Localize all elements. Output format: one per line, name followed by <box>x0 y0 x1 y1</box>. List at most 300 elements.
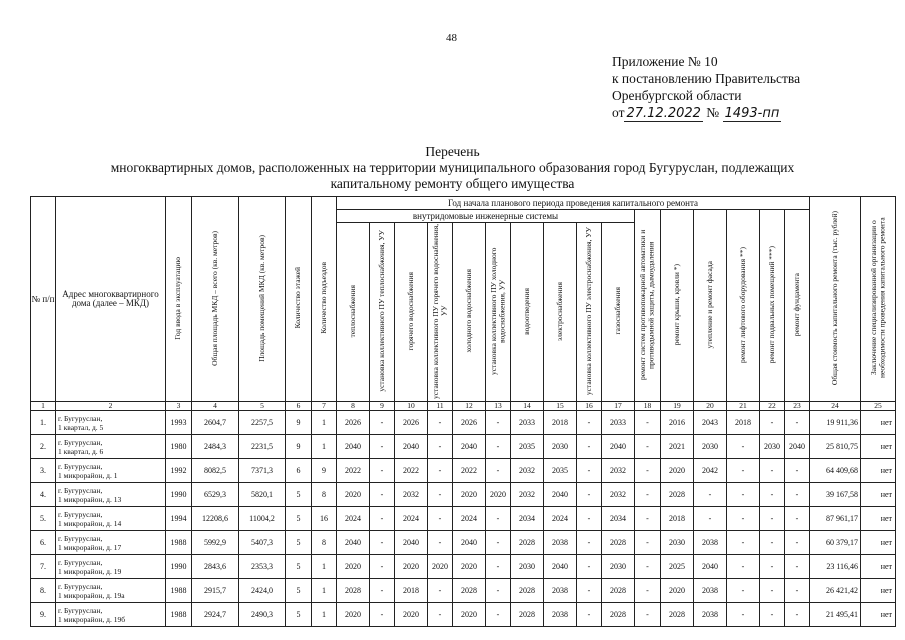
address-city: г. Бугуруслан, <box>58 581 103 591</box>
header-cold-water-meter: установка коллективного ПУ холодного водоснабжения, УУ <box>486 223 511 402</box>
appendix-title: Приложение № 10 <box>612 54 718 69</box>
cell-no: 4. <box>31 483 56 507</box>
cell-basement: - <box>760 411 785 435</box>
cell-drainage: 2033 <box>511 411 544 435</box>
cell-conclusion: нет <box>861 435 896 459</box>
cell-total-area: 6529,3 <box>192 483 239 507</box>
cell-electricity-meter: - <box>577 411 602 435</box>
address-street: 1 квартал, д. 6 <box>58 446 104 456</box>
cell-total-area: 12208,6 <box>192 507 239 531</box>
cell-gas: 2028 <box>602 531 635 555</box>
cell-hot-water-meter: - <box>428 579 453 603</box>
cell-heating-meter: - <box>370 531 395 555</box>
address-street: 1 микрорайон, д. 19б <box>58 614 126 624</box>
cell-electricity: 2038 <box>544 579 577 603</box>
cell-foundation: - <box>785 531 810 555</box>
address-street: 1 микрорайон, д. 19 <box>58 566 122 576</box>
cell-floors: 9 <box>286 435 312 459</box>
cell-heating-meter: - <box>370 603 395 627</box>
cell-electricity: 2038 <box>544 603 577 627</box>
cell-heating: 2040 <box>337 531 370 555</box>
address-city: г. Бугуруслан, <box>58 485 103 495</box>
cell-foundation: 2040 <box>785 435 810 459</box>
cell-premises-area: 11004,2 <box>239 507 286 531</box>
cell-floors: 5 <box>286 579 312 603</box>
header-electricity: электроснабжения <box>544 223 577 402</box>
cell-fire-systems: - <box>635 555 661 579</box>
cell-heating-meter: - <box>370 411 395 435</box>
cell-total-cost: 23 116,46 <box>810 555 861 579</box>
cell-hot-water-meter: - <box>428 411 453 435</box>
cell-electricity: 2038 <box>544 531 577 555</box>
cell-basement: - <box>760 459 785 483</box>
cell-facade: 2038 <box>694 531 727 555</box>
address-street: 1 микрорайон, д. 13 <box>58 494 122 504</box>
cell-cold-water: 2026 <box>453 411 486 435</box>
appendix-order-line <box>612 104 800 122</box>
cell-electricity-meter: - <box>577 531 602 555</box>
cell-fire-systems: - <box>635 603 661 627</box>
column-number: 10 <box>395 402 428 411</box>
cell-total-cost: 21 495,41 <box>810 603 861 627</box>
table-row <box>31 435 896 459</box>
cell-year-built: 1994 <box>166 507 192 531</box>
cell-cold-water: 2020 <box>453 483 486 507</box>
cell-electricity: 2018 <box>544 411 577 435</box>
cell-entrances: 1 <box>312 411 337 435</box>
cell-total-area: 8082,5 <box>192 459 239 483</box>
column-number: 12 <box>453 402 486 411</box>
cell-facade: 2038 <box>694 603 727 627</box>
cell-elevator: - <box>727 459 760 483</box>
cell-entrances: 1 <box>312 555 337 579</box>
cell-gas: 2032 <box>602 459 635 483</box>
header-period-group: Год начала планового периода проведения капитального ремонта <box>337 197 810 210</box>
header-elevator: ремонт лифтового оборудования **) <box>727 210 760 402</box>
header-address: Адрес многоквартирного дома (далее – МКД) <box>56 197 166 402</box>
cell-roof: 2030 <box>661 531 694 555</box>
cell-entrances: 8 <box>312 531 337 555</box>
cell-premises-area: 2424,0 <box>239 579 286 603</box>
column-number: 19 <box>661 402 694 411</box>
cell-heating-meter: - <box>370 555 395 579</box>
header-fire-systems: ремонт систем противопожарной автоматики и противодымной защиты, дымоудаления <box>635 210 661 402</box>
column-number: 6 <box>286 402 312 411</box>
cell-elevator: - <box>727 507 760 531</box>
table-row <box>31 531 896 555</box>
cell-drainage: 2030 <box>511 555 544 579</box>
address-city: г. Бугуруслан, <box>58 557 103 567</box>
cell-cold-water-meter: - <box>486 579 511 603</box>
column-number: 1 <box>31 402 56 411</box>
cell-foundation: - <box>785 507 810 531</box>
cell-cold-water: 2028 <box>453 579 486 603</box>
cell-total-area: 2924,7 <box>192 603 239 627</box>
cell-elevator: - <box>727 435 760 459</box>
cell-hot-water: 2020 <box>395 555 428 579</box>
cell-heating: 2020 <box>337 483 370 507</box>
cell-hot-water-meter: - <box>428 459 453 483</box>
cell-electricity: 2040 <box>544 483 577 507</box>
cell-roof: 2025 <box>661 555 694 579</box>
cell-electricity: 2024 <box>544 507 577 531</box>
cell-floors: 9 <box>286 411 312 435</box>
column-number: 20 <box>694 402 727 411</box>
cell-heating-meter: - <box>370 579 395 603</box>
address-city: г. Бугуруслан, <box>58 605 103 615</box>
column-number: 2 <box>56 402 166 411</box>
cell-hot-water: 2022 <box>395 459 428 483</box>
cell-facade: 2043 <box>694 411 727 435</box>
title-line-2: многоквартирных домов, расположенных на территории муниципального образования город Бугуруслан, подлежащих <box>110 160 795 175</box>
cell-floors: 5 <box>286 555 312 579</box>
cell-facade: - <box>694 507 727 531</box>
cell-cold-water: 2022 <box>453 459 486 483</box>
column-number: 17 <box>602 402 635 411</box>
column-number: 4 <box>192 402 239 411</box>
address-city: г. Бугуруслан, <box>58 509 103 519</box>
cell-cold-water: 2040 <box>453 531 486 555</box>
cell-premises-area: 7371,3 <box>239 459 286 483</box>
cell-hot-water: 2032 <box>395 483 428 507</box>
cell-roof: 2016 <box>661 411 694 435</box>
header-premises-area: Площадь помещений МКД (кв. метров) <box>239 197 286 402</box>
cell-basement: - <box>760 483 785 507</box>
header-gas: газоснабжения <box>602 223 635 402</box>
cell-electricity-meter: - <box>577 459 602 483</box>
address-street: 1 микрорайон, д. 1 <box>58 470 118 480</box>
cell-total-cost: 19 911,36 <box>810 411 861 435</box>
cell-hot-water: 2018 <box>395 579 428 603</box>
cell-elevator: - <box>727 603 760 627</box>
cell-entrances: 16 <box>312 507 337 531</box>
address-city: г. Бугуруслан, <box>58 533 103 543</box>
cell-foundation: - <box>785 483 810 507</box>
cell-premises-area: 5820,1 <box>239 483 286 507</box>
table-row <box>31 603 896 627</box>
cell-no: 2. <box>31 435 56 459</box>
cell-basement: 2030 <box>760 435 785 459</box>
header-conclusion: Заключение специализированной организации о необходимости проведения капитального ремонта <box>861 197 896 402</box>
cell-elevator: - <box>727 483 760 507</box>
cell-drainage: 2034 <box>511 507 544 531</box>
order-number: 1493-пп <box>724 106 780 121</box>
cell-drainage: 2035 <box>511 435 544 459</box>
cell-cold-water: 2040 <box>453 435 486 459</box>
cell-basement: - <box>760 555 785 579</box>
page-number: 48 <box>446 32 457 44</box>
cell-hot-water-meter: - <box>428 507 453 531</box>
cell-elevator: 2018 <box>727 411 760 435</box>
appendix-region-line: Оренбургской области <box>612 88 742 103</box>
table-row <box>31 507 896 531</box>
table-row <box>31 459 896 483</box>
column-number: 21 <box>727 402 760 411</box>
cell-cold-water: 2020 <box>453 555 486 579</box>
cell-premises-area: 5407,3 <box>239 531 286 555</box>
cell-total-area: 5992,9 <box>192 531 239 555</box>
cell-address <box>56 483 166 507</box>
cell-cold-water-meter: - <box>486 459 511 483</box>
cell-heating: 2028 <box>337 579 370 603</box>
cell-address <box>56 459 166 483</box>
cell-cold-water: 2024 <box>453 507 486 531</box>
table-row <box>31 555 896 579</box>
cell-total-cost: 87 961,17 <box>810 507 861 531</box>
cell-drainage: 2028 <box>511 603 544 627</box>
cell-basement: - <box>760 579 785 603</box>
cell-total-cost: 60 379,17 <box>810 531 861 555</box>
cell-roof: 2028 <box>661 603 694 627</box>
cell-conclusion: нет <box>861 483 896 507</box>
cell-drainage: 2032 <box>511 459 544 483</box>
column-number: 18 <box>635 402 661 411</box>
cell-floors: 6 <box>286 459 312 483</box>
cell-total-cost: 26 421,42 <box>810 579 861 603</box>
cell-conclusion: нет <box>861 459 896 483</box>
cell-entrances: 1 <box>312 435 337 459</box>
cell-no: 6. <box>31 531 56 555</box>
column-number: 8 <box>337 402 370 411</box>
cell-gas: 2028 <box>602 579 635 603</box>
header-total-cost: Общая стоимость капитального ремонта (тыс. рублей) <box>810 197 861 402</box>
cell-entrances: 1 <box>312 579 337 603</box>
cell-gas: 2034 <box>602 507 635 531</box>
cell-heating-meter: - <box>370 507 395 531</box>
cell-hot-water-meter: - <box>428 483 453 507</box>
cell-year-built: 1988 <box>166 603 192 627</box>
cell-cold-water-meter: - <box>486 555 511 579</box>
cell-foundation: - <box>785 459 810 483</box>
cell-cold-water-meter: - <box>486 435 511 459</box>
cell-drainage: 2028 <box>511 579 544 603</box>
cell-cold-water: 2020 <box>453 603 486 627</box>
cell-electricity-meter: - <box>577 507 602 531</box>
cell-hot-water: 2024 <box>395 507 428 531</box>
cell-address <box>56 411 166 435</box>
cell-electricity: 2040 <box>544 555 577 579</box>
column-number: 3 <box>166 402 192 411</box>
cell-fire-systems: - <box>635 435 661 459</box>
cell-heating: 2026 <box>337 411 370 435</box>
header-foundation: ремонт фундамента <box>785 210 810 402</box>
cell-gas: 2032 <box>602 483 635 507</box>
header-roof: ремонт крыши, кровли *) <box>661 210 694 402</box>
cell-hot-water: 2020 <box>395 603 428 627</box>
column-number: 14 <box>511 402 544 411</box>
cell-gas: 2033 <box>602 411 635 435</box>
cell-premises-area: 2353,3 <box>239 555 286 579</box>
cell-roof: 2020 <box>661 459 694 483</box>
cell-heating: 2024 <box>337 507 370 531</box>
cell-premises-area: 2257,5 <box>239 411 286 435</box>
cell-hot-water-meter: - <box>428 435 453 459</box>
cell-fire-systems: - <box>635 411 661 435</box>
cell-floors: 5 <box>286 483 312 507</box>
cell-drainage: 2032 <box>511 483 544 507</box>
header-total-area: Общая площадь МКД – всего (кв. метров) <box>192 197 239 402</box>
table-body <box>31 411 896 627</box>
column-number: 24 <box>810 402 861 411</box>
header-entrances: Количество подъездов <box>312 197 337 402</box>
cell-no: 8. <box>31 579 56 603</box>
cell-basement: - <box>760 507 785 531</box>
column-number: 23 <box>785 402 810 411</box>
address-street: 1 микрорайон, д. 17 <box>58 542 122 552</box>
cell-entrances: 8 <box>312 483 337 507</box>
address-street: 1 квартал, д. 5 <box>58 422 104 432</box>
header-cold-water: холодного водоснабжения <box>453 223 486 402</box>
cell-no: 3. <box>31 459 56 483</box>
column-number: 13 <box>486 402 511 411</box>
cell-fire-systems: - <box>635 579 661 603</box>
order-date: 27.12.2022 <box>626 106 701 121</box>
cell-conclusion: нет <box>861 507 896 531</box>
header-hot-water-meter: установка коллективного ПУ горячего водоснабжения, УУ <box>428 223 453 402</box>
order-from-label: от <box>612 105 625 120</box>
column-number-row <box>31 402 896 411</box>
cell-year-built: 1988 <box>166 579 192 603</box>
cell-cold-water-meter: - <box>486 531 511 555</box>
cell-hot-water-meter: 2020 <box>428 555 453 579</box>
header-no: № п/п <box>31 197 56 402</box>
column-number: 11 <box>428 402 453 411</box>
cell-year-built: 1992 <box>166 459 192 483</box>
cell-entrances: 1 <box>312 603 337 627</box>
cell-facade: 2038 <box>694 579 727 603</box>
cell-year-built: 1980 <box>166 435 192 459</box>
cell-floors: 5 <box>286 531 312 555</box>
cell-total-area: 2484,3 <box>192 435 239 459</box>
cell-roof: 2020 <box>661 579 694 603</box>
header-heating: теплоснабжения <box>337 223 370 402</box>
column-number: 25 <box>861 402 896 411</box>
cell-foundation: - <box>785 411 810 435</box>
houses-table <box>30 196 896 627</box>
cell-hot-water: 2026 <box>395 411 428 435</box>
cell-conclusion: нет <box>861 531 896 555</box>
cell-address <box>56 603 166 627</box>
cell-basement: - <box>760 603 785 627</box>
cell-electricity-meter: - <box>577 435 602 459</box>
cell-gas: 2028 <box>602 603 635 627</box>
cell-total-area: 2915,7 <box>192 579 239 603</box>
cell-floors: 5 <box>286 603 312 627</box>
cell-no: 7. <box>31 555 56 579</box>
cell-elevator: - <box>727 555 760 579</box>
cell-fire-systems: - <box>635 459 661 483</box>
cell-hot-water: 2040 <box>395 435 428 459</box>
table-row <box>31 483 896 507</box>
address-city: г. Бугуруслан, <box>58 437 103 447</box>
column-number: 9 <box>370 402 395 411</box>
cell-basement: - <box>760 531 785 555</box>
cell-year-built: 1993 <box>166 411 192 435</box>
document-title <box>0 144 905 192</box>
cell-electricity-meter: - <box>577 555 602 579</box>
address-city: г. Бугуруслан, <box>58 461 103 471</box>
cell-heating: 2022 <box>337 459 370 483</box>
cell-electricity: 2030 <box>544 435 577 459</box>
cell-fire-systems: - <box>635 483 661 507</box>
appendix-resolution-line: к постановлению Правительства <box>612 71 801 86</box>
cell-elevator: - <box>727 579 760 603</box>
cell-cold-water-meter: - <box>486 411 511 435</box>
header-year-built: Год ввода в эксплуатацию <box>166 197 192 402</box>
title-line-1: Перечень <box>425 144 480 159</box>
cell-conclusion: нет <box>861 555 896 579</box>
header-basement: ремонт подвальных помещений ***) <box>760 210 785 402</box>
header-internal-systems: внутридомовые инженерные системы <box>337 210 635 223</box>
cell-total-area: 2604,7 <box>192 411 239 435</box>
cell-no: 9. <box>31 603 56 627</box>
cell-address <box>56 435 166 459</box>
cell-address <box>56 507 166 531</box>
cell-year-built: 1990 <box>166 555 192 579</box>
column-number: 22 <box>760 402 785 411</box>
column-number: 5 <box>239 402 286 411</box>
cell-heating: 2020 <box>337 555 370 579</box>
cell-heating-meter: - <box>370 459 395 483</box>
address-street: 1 микрорайон, д. 14 <box>58 518 122 528</box>
cell-electricity: 2035 <box>544 459 577 483</box>
header-floors: Количество этажей <box>286 197 312 402</box>
cell-electricity-meter: - <box>577 603 602 627</box>
cell-heating: 2020 <box>337 603 370 627</box>
cell-electricity-meter: - <box>577 579 602 603</box>
cell-total-cost: 64 409,68 <box>810 459 861 483</box>
appendix-block <box>612 53 800 122</box>
cell-cold-water-meter: 2020 <box>486 483 511 507</box>
order-number-sign: № <box>706 105 720 120</box>
cell-foundation: - <box>785 603 810 627</box>
cell-entrances: 9 <box>312 459 337 483</box>
cell-conclusion: нет <box>861 603 896 627</box>
cell-floors: 5 <box>286 507 312 531</box>
cell-year-built: 1990 <box>166 483 192 507</box>
cell-address <box>56 531 166 555</box>
cell-facade: 2042 <box>694 459 727 483</box>
cell-roof: 2028 <box>661 483 694 507</box>
cell-conclusion: нет <box>861 579 896 603</box>
cell-total-cost: 39 167,58 <box>810 483 861 507</box>
address-city: г. Бугуруслан, <box>58 413 103 423</box>
cell-facade: 2030 <box>694 435 727 459</box>
cell-cold-water-meter: - <box>486 603 511 627</box>
header-hot-water: горячего водоснабжения <box>395 223 428 402</box>
cell-heating: 2040 <box>337 435 370 459</box>
cell-year-built: 1988 <box>166 531 192 555</box>
cell-fire-systems: - <box>635 531 661 555</box>
header-facade: утепление и ремонт фасада <box>694 210 727 402</box>
cell-facade: - <box>694 483 727 507</box>
cell-roof: 2018 <box>661 507 694 531</box>
cell-elevator: - <box>727 531 760 555</box>
cell-hot-water-meter: - <box>428 603 453 627</box>
cell-total-cost: 25 810,75 <box>810 435 861 459</box>
cell-foundation: - <box>785 555 810 579</box>
header-electricity-meter: установка коллективного ПУ электроснабжения, УУ <box>577 223 602 402</box>
cell-address <box>56 579 166 603</box>
cell-gas: 2040 <box>602 435 635 459</box>
cell-facade: 2040 <box>694 555 727 579</box>
cell-electricity-meter: - <box>577 483 602 507</box>
cell-heating-meter: - <box>370 483 395 507</box>
cell-hot-water-meter: - <box>428 531 453 555</box>
header-drainage: водоотведения <box>511 223 544 402</box>
cell-drainage: 2028 <box>511 531 544 555</box>
cell-conclusion: нет <box>861 411 896 435</box>
